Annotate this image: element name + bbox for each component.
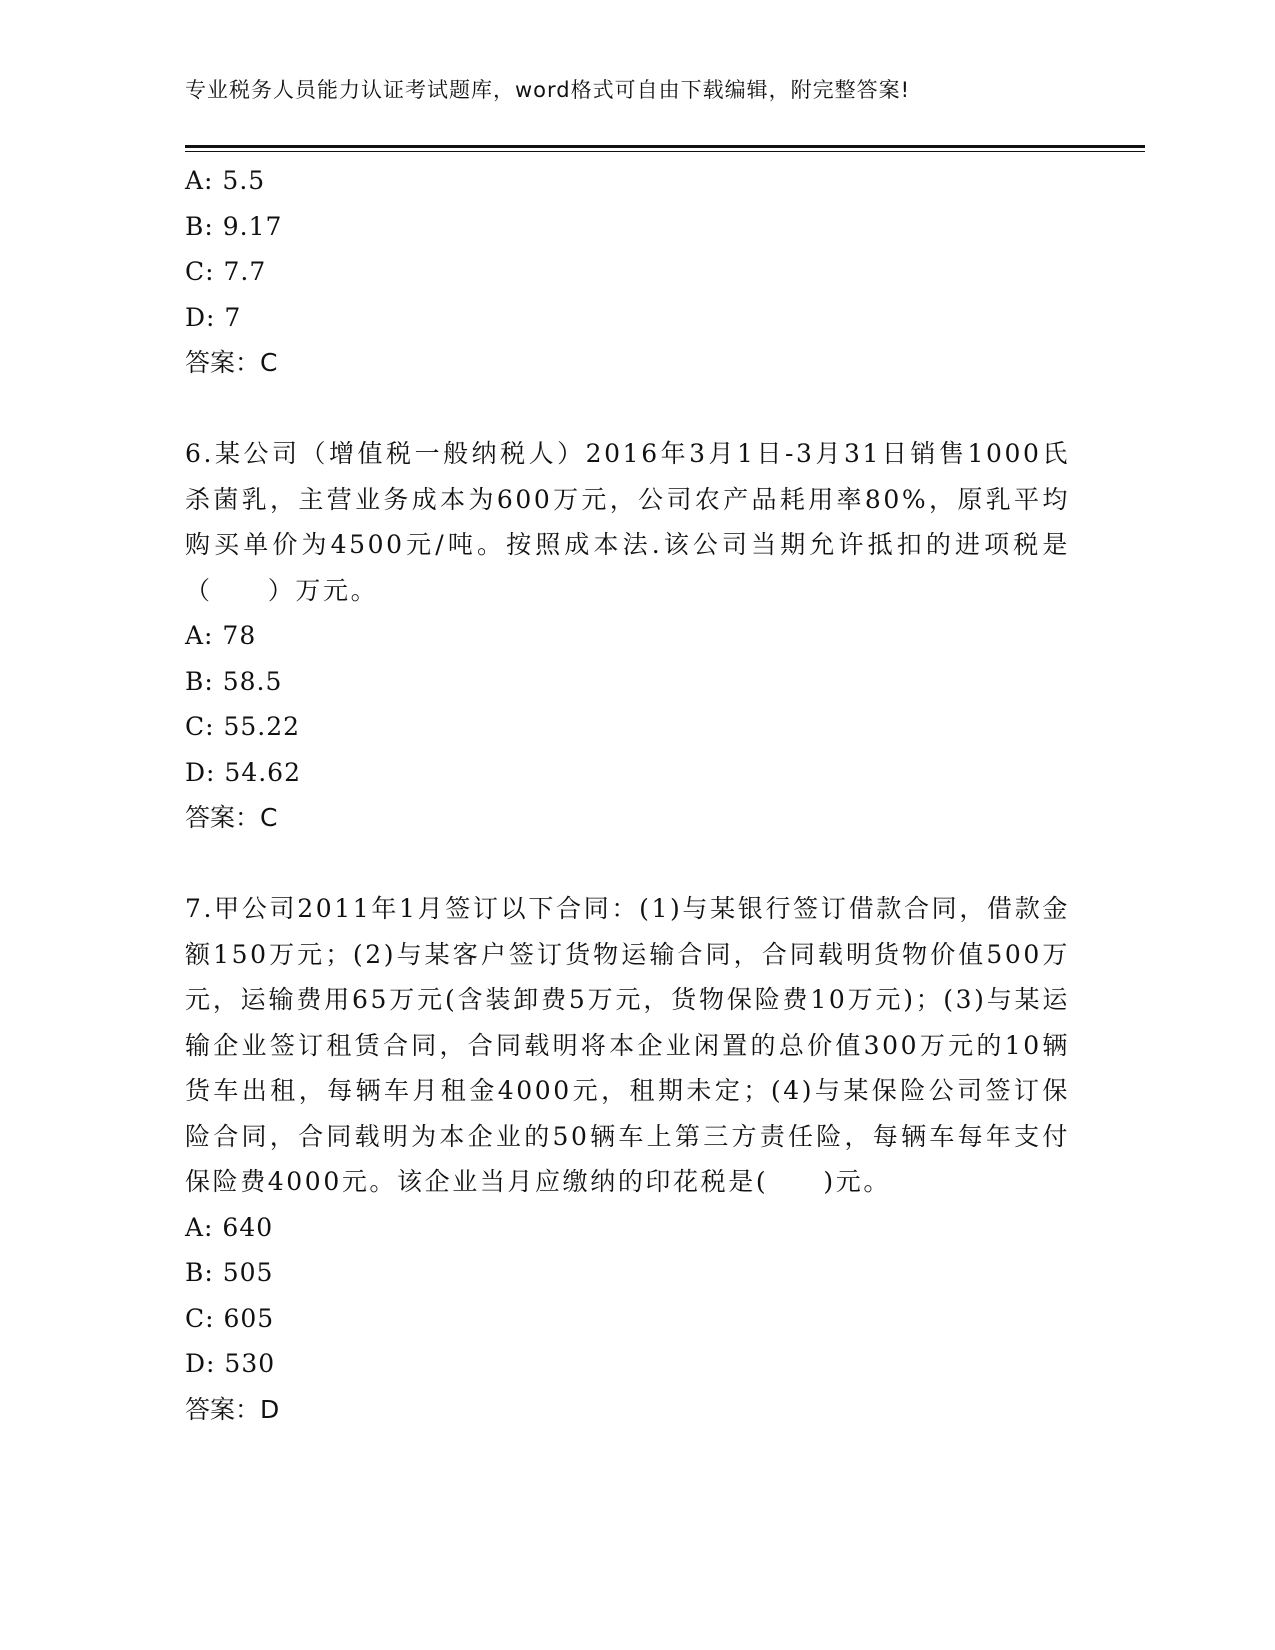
spacer <box>185 386 1085 432</box>
answer: 答案：C <box>185 348 278 377</box>
question-text: 6.某公司（增值税一般纳税人）2016年3月1日-3月31日销售1000氏杀菌乳，主营业务成本为600万元，公司农产品耗用率80%，原乳平均购买单价为4500元/吨。按照成本法.该公司当期允许抵扣的进项税是（ ）万元。 <box>185 439 1070 605</box>
option-a: A: 640 <box>185 1212 274 1242</box>
spacer <box>185 841 1085 887</box>
question-text: 7.甲公司2011年1月签订以下合同：(1)与某银行签订借款合同，借款金额150万元；(2)与某客户签订货物运输合同，合同载明货物价值500万元，运输费用65万元(含装卸费5万元，货物保险费10万元)；(3)与某运输企业签订租赁合同，合同载明将本企业闲置的总价值300万元的10辆货车出租，每辆车月租金4000元，租期未定；(4)与某保险公司签订保险合同，合同载明为本企业的50辆车上第三方责任险，每辆车每年支付保险费4000元。该企业当月应缴纳的印花税是( )元。 <box>185 894 1070 1196</box>
question-5-block <box>185 158 1085 386</box>
question-content <box>185 158 1085 1432</box>
option-d: D: 530 <box>185 1349 276 1378</box>
question-7-block <box>185 886 1085 1432</box>
option-c: C: 7.7 <box>185 257 267 286</box>
answer: 答案：C <box>185 803 278 832</box>
option-a: A: 5.5 <box>185 166 266 195</box>
option-c: C: 55.22 <box>185 712 301 741</box>
option-d: D: 54.62 <box>185 757 301 787</box>
header-rule-thin <box>185 151 1145 152</box>
option-b: B: 9.17 <box>185 211 283 241</box>
option-c: C: 605 <box>185 1303 275 1333</box>
option-b: B: 58.5 <box>185 666 283 696</box>
option-a: A: 78 <box>185 621 257 650</box>
question-6-block <box>185 431 1085 841</box>
header-rule-thick <box>185 145 1145 148</box>
option-b: B: 505 <box>185 1258 274 1287</box>
option-d: D: 7 <box>185 302 242 332</box>
answer: 答案：D <box>185 1394 280 1424</box>
page-header: 专业税务人员能力认证考试题库，word格式可自由下载编辑，附完整答案! <box>185 78 911 102</box>
